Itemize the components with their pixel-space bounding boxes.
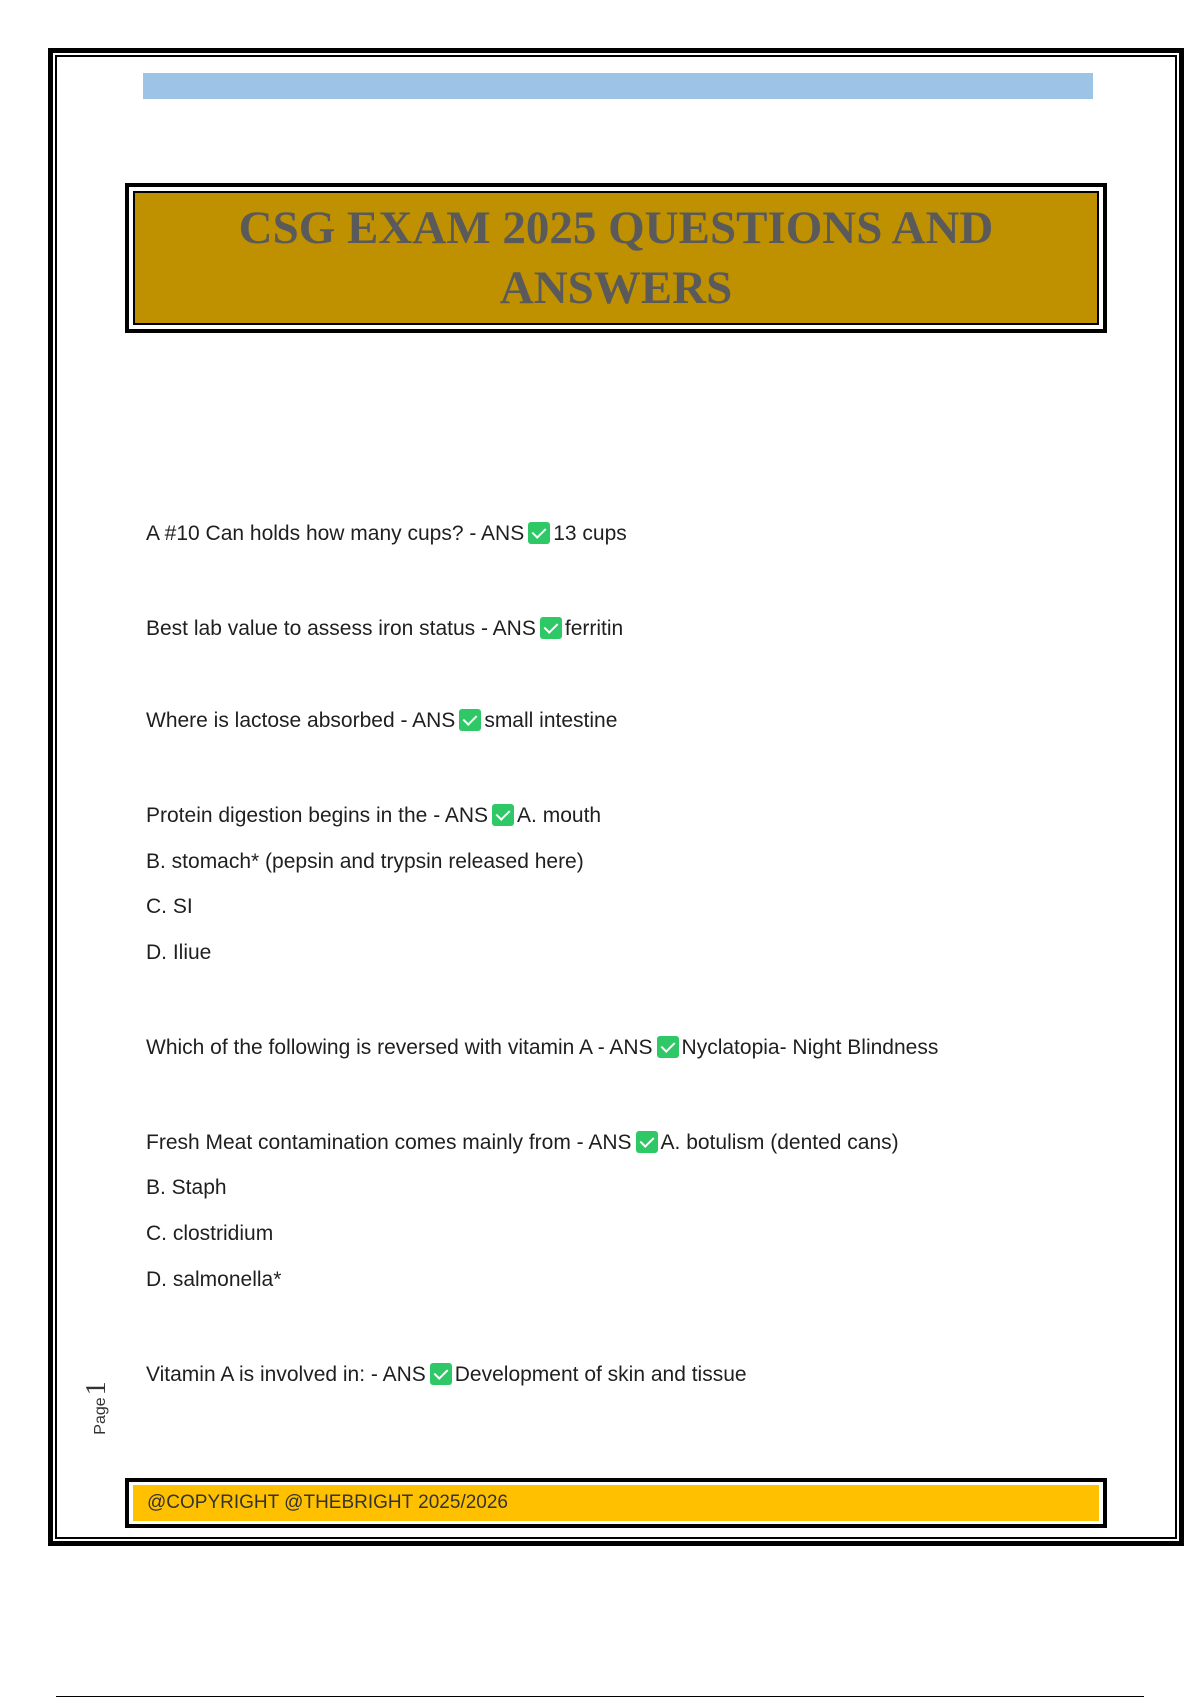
question-text: Fresh Meat contamination comes mainly from - ANS — [146, 1131, 632, 1154]
answer-text: small intestine — [484, 709, 618, 732]
check-icon — [528, 522, 550, 544]
answer-text: ferritin — [564, 617, 624, 640]
page-title: CSG EXAM 2025 QUESTIONS AND ANSWERS — [238, 202, 994, 314]
top-decorative-bar — [143, 73, 1093, 99]
answer-text: Nyclatopia- Night Blindness — [681, 1036, 939, 1059]
qa-item — [146, 1129, 899, 1157]
question-text: Protein digestion begins in the - ANS — [146, 804, 489, 827]
footer-banner — [125, 1478, 1107, 1528]
answer-option: D. salmonella* — [146, 1268, 282, 1291]
page-label: Page — [92, 1397, 109, 1435]
answer-option: D. Iliue — [146, 941, 212, 964]
answer-option: C. SI — [146, 895, 193, 918]
question-text: Which of the following is reversed with vitamin A - ANS — [146, 1036, 653, 1059]
check-icon — [540, 617, 562, 639]
check-icon — [636, 1131, 658, 1153]
qa-item — [146, 615, 623, 643]
answer-option: B. stomach* (pepsin and trypsin released here) — [146, 850, 584, 873]
question-text: A #10 Can holds how many cups? - ANS — [146, 522, 525, 545]
qa-item — [146, 802, 601, 830]
answer-option: C. clostridium — [146, 1222, 274, 1245]
title-banner — [125, 183, 1107, 333]
check-icon — [492, 804, 514, 826]
question-text: Vitamin A is involved in: - ANS — [146, 1363, 426, 1386]
qa-item — [146, 707, 617, 735]
answer-text: A. botulism (dented cans) — [660, 1131, 899, 1154]
bottom-divider — [56, 1696, 1144, 1697]
footer-banner-fill — [133, 1485, 1099, 1521]
qa-item — [146, 1034, 938, 1062]
check-icon — [430, 1363, 452, 1385]
qa-item — [146, 1361, 747, 1389]
title-banner-fill — [133, 191, 1099, 325]
question-text: Best lab value to assess iron status - ANS — [146, 617, 536, 640]
answer-text: 13 cups — [553, 522, 627, 545]
page-number-marker — [81, 1363, 121, 1453]
check-icon — [657, 1036, 679, 1058]
qa-item — [146, 520, 627, 548]
check-icon — [459, 709, 481, 731]
question-text: Where is lactose absorbed - ANS — [146, 709, 456, 732]
copyright-text: @COPYRIGHT @THEBRIGHT 2025/2026 — [147, 1492, 508, 1513]
answer-option: B. Staph — [146, 1176, 227, 1199]
page-number: 1 — [81, 1381, 112, 1396]
answer-text: A. mouth — [517, 804, 602, 827]
answer-text: Development of skin and tissue — [454, 1363, 747, 1386]
